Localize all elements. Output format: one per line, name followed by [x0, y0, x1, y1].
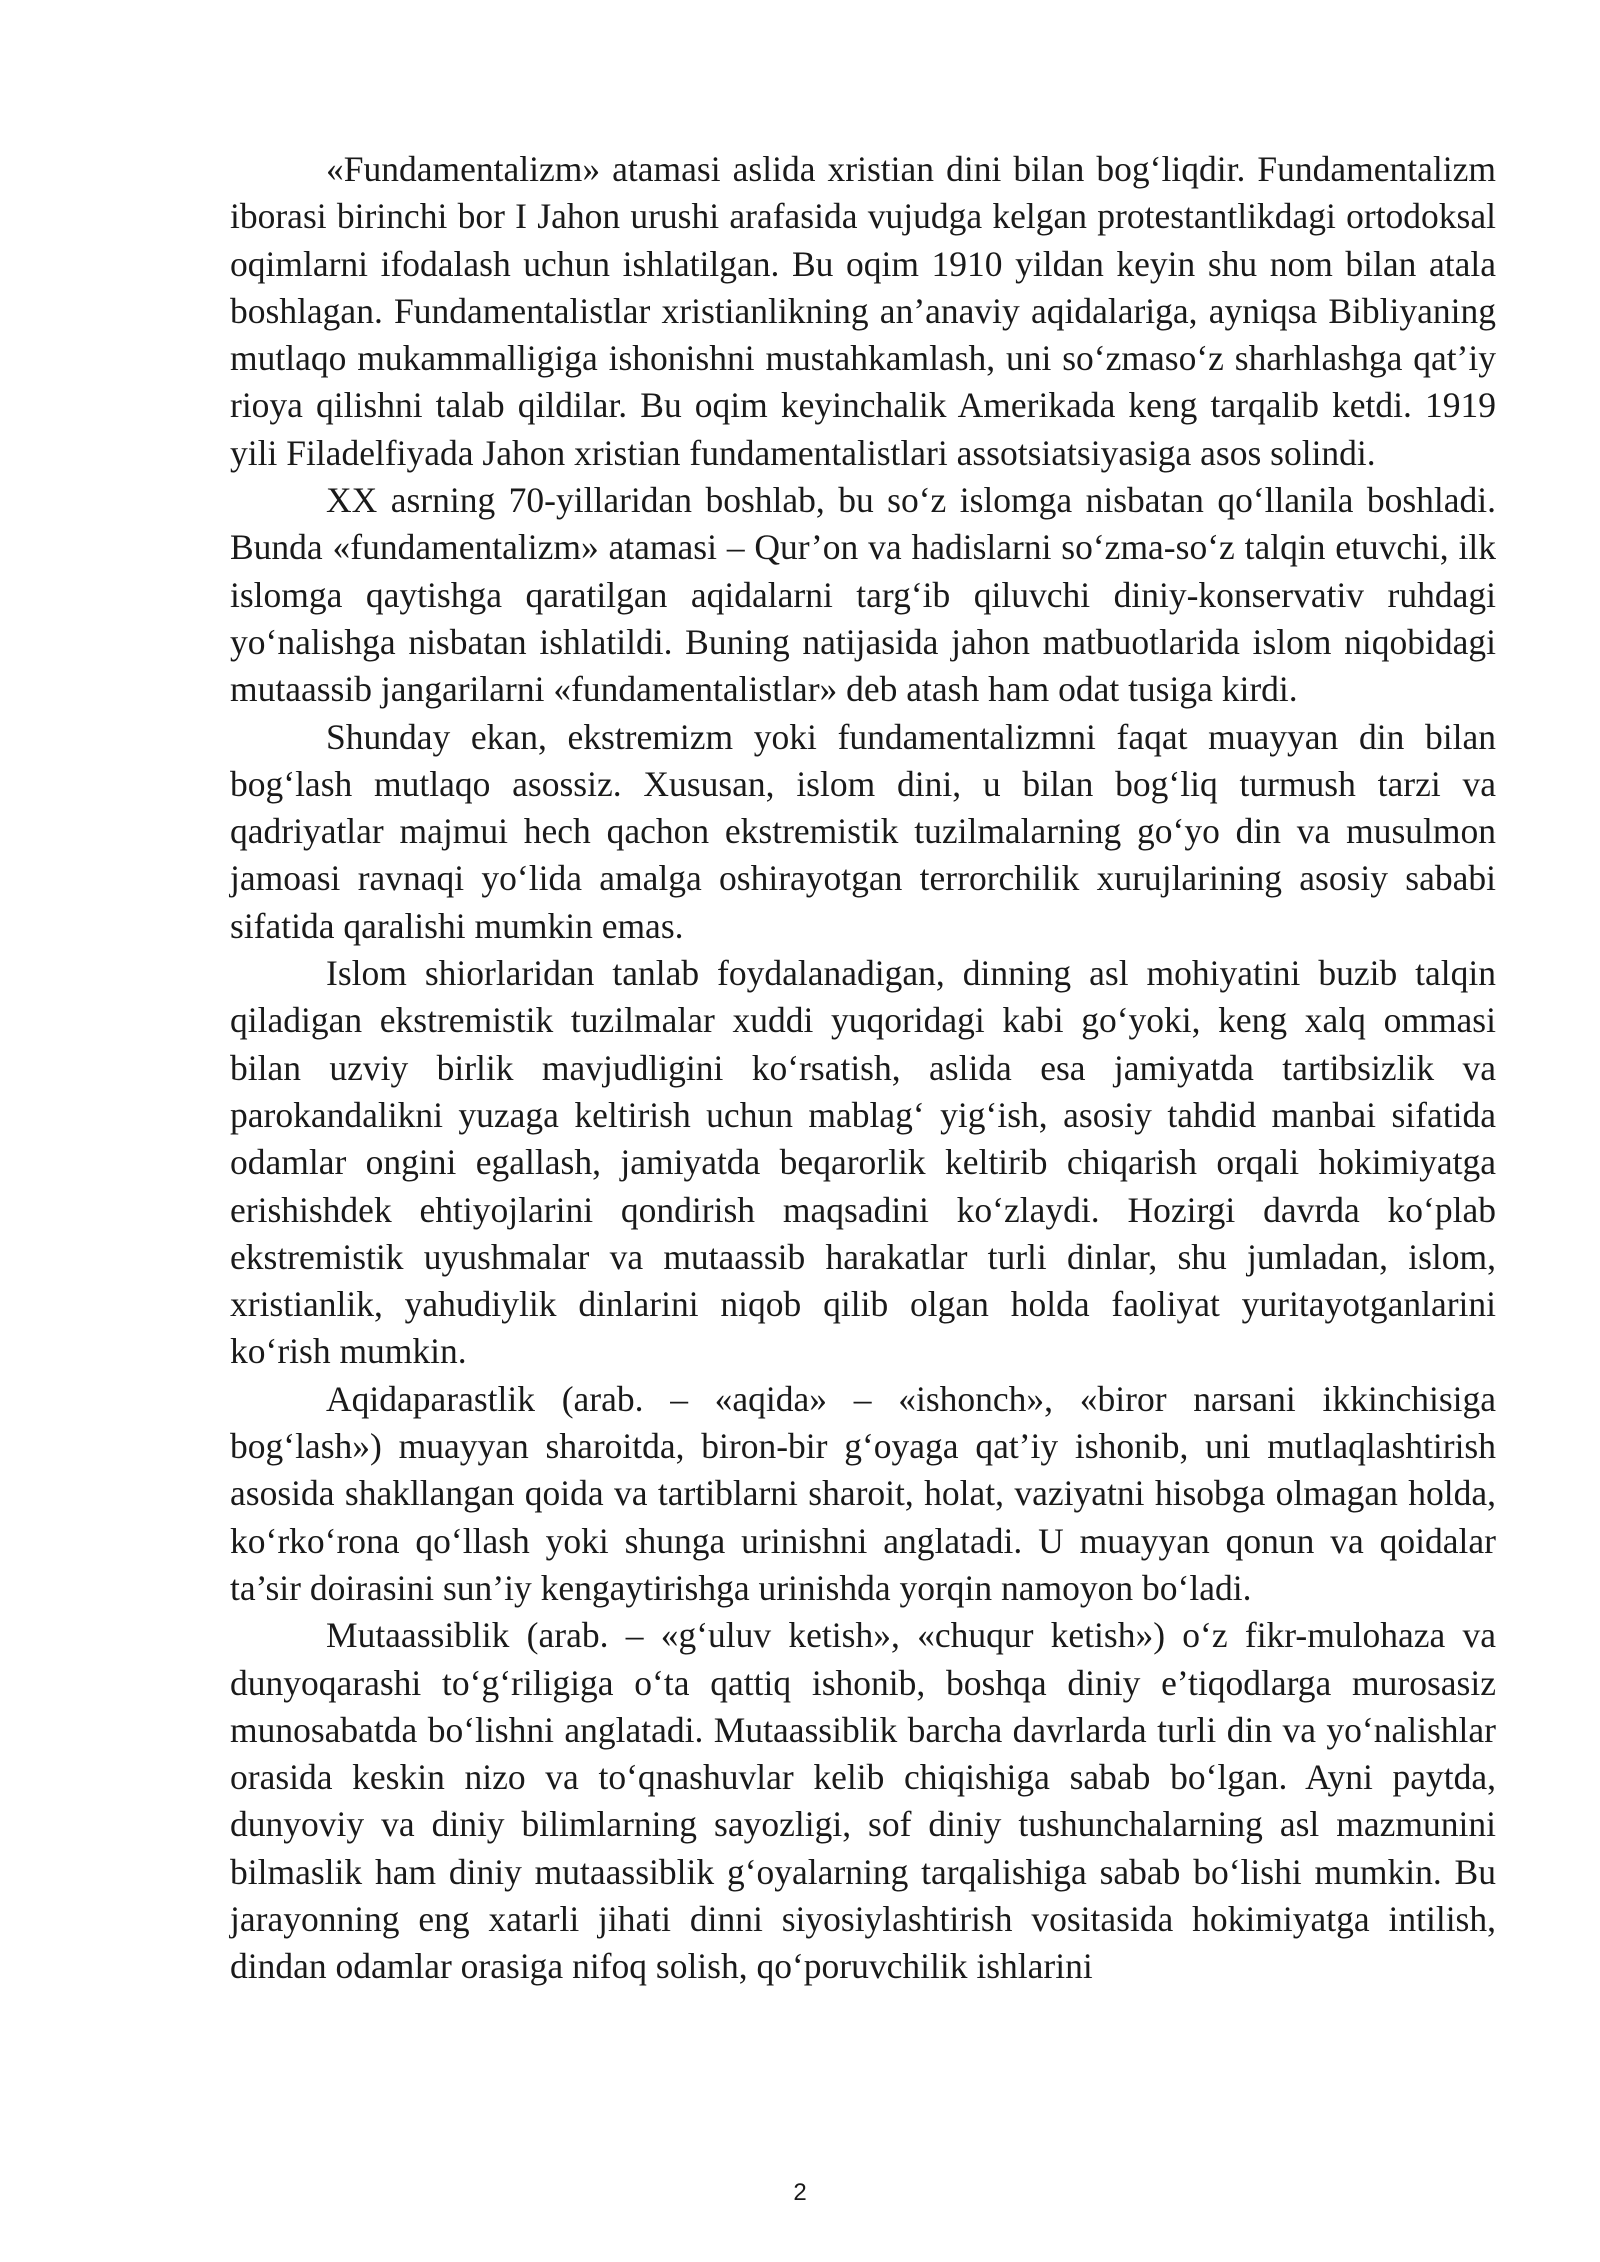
paragraph-fundamentalism-origin: «Fundamentalizm» atamasi aslida xristian dini bilan bog‘liqdir. Fundamentalizm iborasi birinchi bor I Jahon urushi arafasida vujudga kelgan protestantlikdagi ortodoksal oqimlarni ifodalash uchun ishlatilgan. Bu oqim 1910 yildan keyin shu nom bilan atala boshlagan. Fundamentalistlar xristianlikning an’anaviy aqidalariga, ayniqsa Bibliyaning mutlaqo mukammalligiga ishonishni mustahkamlash, uni so‘zmaso‘z sharhlashga qat’iy rioya qilishni talab qildilar. Bu oqim keyinchalik Amerikada keng tarqalib ketdi. 1919 yili Filadelfiyada Jahon xristian fundamentalistlari assotsiatsiyasiga asos solindi.	[230, 149, 1496, 473]
body-text	[230, 146, 1496, 1991]
page-number: 2	[793, 2179, 807, 2206]
paragraph-fundamentalism-islam: XX asrning 70-yillaridan boshlab, bu so‘z islomga nisbatan qo‘llanila boshladi. Bunda «fundamentalizm» atamasi – Qur’on va hadislarni so‘zma-so‘z talqin etuvchi, ilk islomga qaytishga qaratilgan aqidalarni targ‘ib qiluvchi diniy-konservativ ruhdagi yo‘nalishga nisbatan ishlatildi. Buning natijasida jahon matbuotlarida islom niqobidagi mutaassib jangarilarni «fundamentalistlar» deb atash ham odat tusiga kirdi.	[230, 480, 1496, 710]
paragraph-aqidaparastlik: Aqidaparastlik (arab. – «aqida» – «ishonch», «biror narsani ikkinchisiga bog‘lash») muayyan sharoitda, biron-bir g‘oyaga qat’iy ishonib, uni mutlaqlashtirish asosida shakllangan qoida va tartiblarni sharoit, holat, vaziyatni hisobga olmagan holda, ko‘rko‘rona qo‘llash yoki shunga urinishni anglatadi. U muayyan qonun va qoidalar ta’sir doirasini sun’iy kengaytirishga urinishda yorqin namoyon bo‘ladi.	[230, 1378, 1496, 1608]
paragraph-extremist-structures: Islom shiorlaridan tanlab foydalanadigan, dinning asl mohiyatini buzib talqin qiladigan ekstremistik tuzilmalar xuddi yuqoridagi kabi go‘yoki, keng xalq ommasi bilan uzviy birlik mavjudligini ko‘rsatish, aslida esa jamiyatda tartibsizlik va parokandalikni yuzaga keltirish uchun mablag‘ yig‘ish, asosiy tahdid manbai sifatida odamlar ongini egallash, jamiyatda beqarorlik keltirib chiqarish orqali hokimiyatga erishishdek ehtiyojlarini qondirish maqsadini ko‘zlaydi. Hozirgi davrda ko‘plab ekstremistik uyushmalar va mutaassib harakatlar turli dinlar, shu jumladan, islom, xristianlik, yahudiylik dinlarini niqob qilib olgan holda faoliyat yuritayotganlarini ko‘rish mumkin.	[230, 953, 1496, 1372]
paragraph-extremism-religion: Shunday ekan, ekstremizm yoki fundamentalizmni faqat muayyan din bilan bog‘lash mutlaqo asossiz. Xususan, islom dini, u bilan bog‘liq turmush tarzi va qadriyatlar majmui hech qachon ekstremistik tuzilmalarning go‘yo din va musulmon jamoasi ravnaqi yo‘lida amalga oshirayotgan terrorchilik xurujlarining asosiy sababi sifatida qaralishi mumkin emas.	[230, 716, 1496, 946]
paragraph-mutaassiblik: Mutaassiblik (arab. – «g‘uluv ketish», «chuqur ketish») o‘z fikr-mulohaza va dunyoqarashi to‘g‘riligiga o‘ta qattiq ishonib, boshqa diniy e’tiqodlarga murosasiz munosabatda bo‘lishni anglatadi. Mutaassiblik barcha davrlarda turli din va yo‘nalishlar orasida keskin nizo va to‘qnashuvlar kelib chiqishiga sabab bo‘lgan. Ayni paytda, dunyoviy va diniy bilimlarning sayozligi, sof diniy tushunchalarning asl mazmunini bilmaslik ham diniy mutaassiblik g‘oyalarning tarqalishiga sabab bo‘lishi mumkin. Bu jarayonning eng xatarli jihati dinni siyosiylashtirish vositasida hokimiyatga intilish, dindan odamlar orasiga nifoq solish, qo‘poruvchilik ishlarini	[230, 1615, 1496, 1987]
